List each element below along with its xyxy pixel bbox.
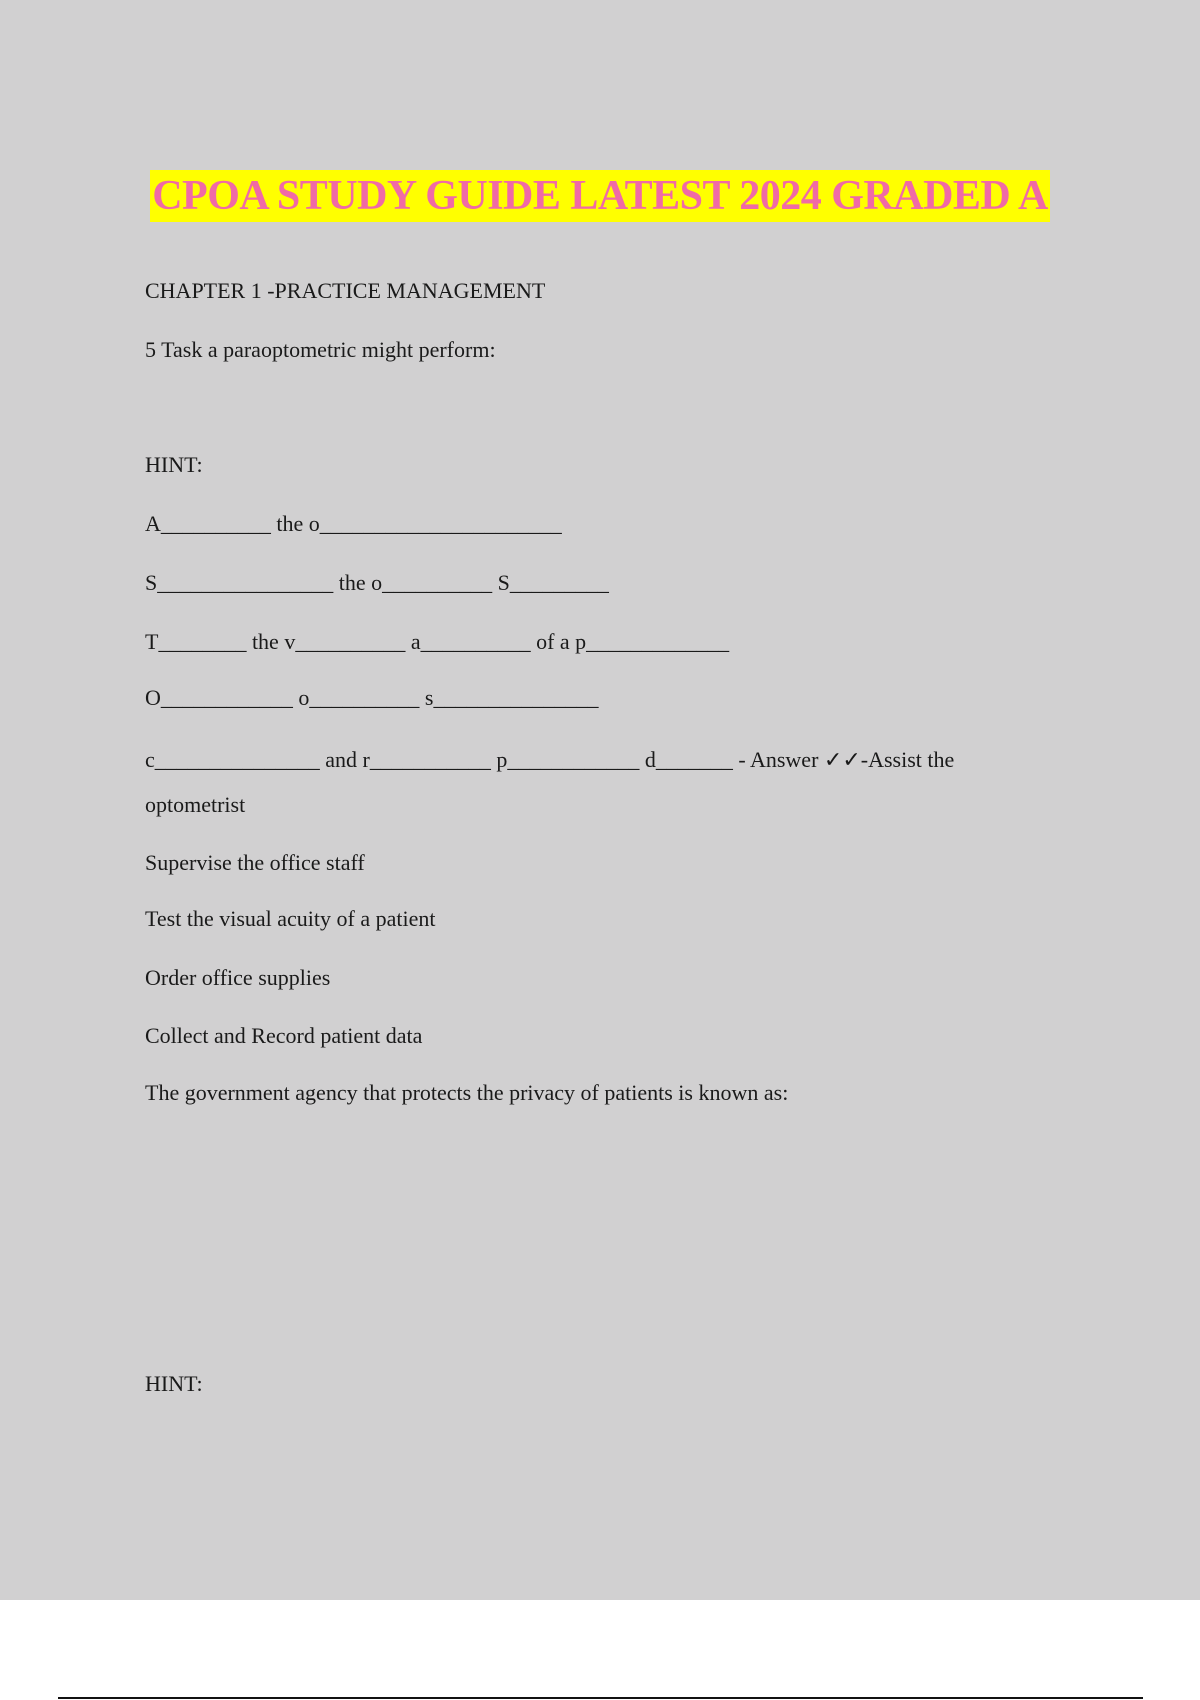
answer-item-2: Test the visual acuity of a patient bbox=[145, 906, 436, 931]
document-title: CPOA STUDY GUIDE LATEST 2024 GRADED A bbox=[150, 170, 1050, 222]
question-1: 5 Task a paraoptometric might perform: bbox=[145, 337, 496, 362]
hint-label-1: HINT: bbox=[145, 452, 203, 477]
answer-item-1: Supervise the office staff bbox=[145, 850, 365, 875]
question-2: The government agency that protects the privacy of patients is known as: bbox=[145, 1080, 789, 1105]
hint-line-3: T________ the v__________ a__________ of a p_____________ bbox=[145, 629, 730, 654]
answer-continuation: optometrist bbox=[145, 792, 246, 817]
title-wrap bbox=[0, 170, 1200, 222]
answer-item-3: Order office supplies bbox=[145, 965, 331, 990]
hint-line-2: S________________ the o__________ S_________ bbox=[145, 570, 609, 595]
answer-item-4: Collect and Record patient data bbox=[145, 1023, 423, 1048]
chapter-heading: CHAPTER 1 -PRACTICE MANAGEMENT bbox=[145, 278, 546, 303]
hint-line-4: O____________ o__________ s_______________ bbox=[145, 685, 599, 710]
footer-rule bbox=[58, 1697, 1143, 1699]
hint-label-2: HINT: bbox=[145, 1371, 203, 1396]
hint-line-1: A__________ the o______________________ bbox=[145, 511, 562, 536]
hint-line-5-answer: c_______________ and r___________ p____________ d_______ - Answer ✓✓-Assist the bbox=[145, 747, 955, 772]
